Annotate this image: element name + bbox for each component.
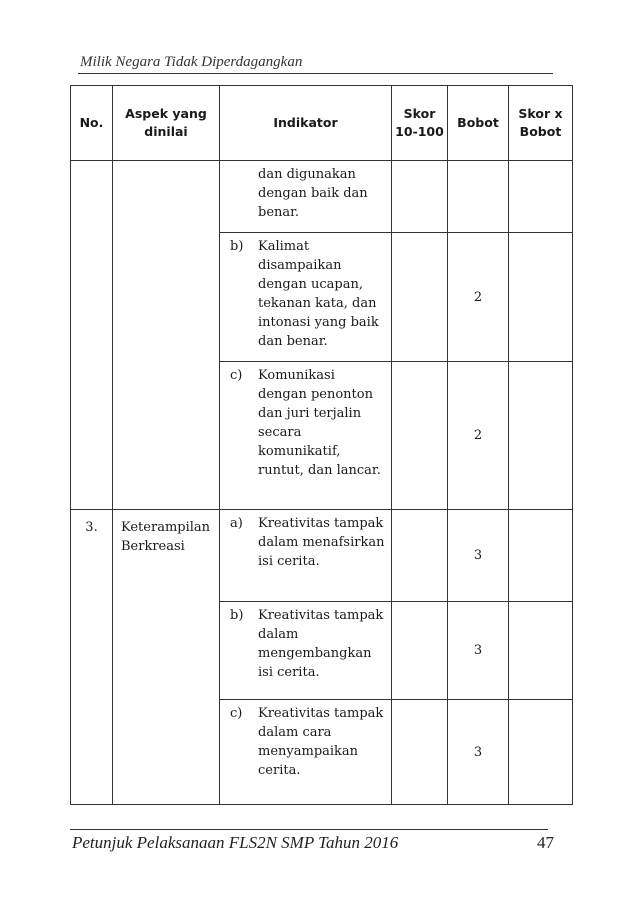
cell-skor-x-bobot [509, 233, 573, 362]
assessment-rubric-table [70, 85, 573, 805]
indikator-letter: c) [230, 706, 243, 721]
cell-indikator [220, 602, 392, 700]
running-footer: Petunjuk Pelaksanaan FLS2N SMP Tahun 2016 [72, 833, 399, 852]
indikator-text: Kalimat disampaikan dengan ucapan, tekanan kata, dan intonasi yang baik dan benar. [258, 239, 379, 349]
cell-bobot: 2 [448, 233, 509, 362]
cell-bobot: 3 [448, 602, 509, 700]
cell-skor [392, 510, 448, 602]
cell-bobot [448, 161, 509, 233]
cell-skor [392, 233, 448, 362]
cell-skor-x-bobot [509, 700, 573, 805]
cell-skor-x-bobot [509, 362, 573, 510]
column-header-skor-x-bobot: Skor x Bobot [509, 86, 573, 161]
indikator-letter: b) [230, 239, 244, 254]
indikator-letter: a) [230, 516, 243, 531]
cell-skor [392, 161, 448, 233]
cell-skor [392, 700, 448, 805]
header-rule [78, 73, 553, 74]
cell-indikator [220, 700, 392, 805]
cell-bobot: 3 [448, 700, 509, 805]
running-header: Milik Negara Tidak Diperdagangkan [80, 54, 303, 70]
cell-skor-x-bobot [509, 161, 573, 233]
cell-bobot: 3 [448, 510, 509, 602]
column-header-bobot: Bobot [448, 86, 509, 161]
indikator-text: dan digunakan dengan baik dan benar. [258, 167, 368, 220]
cell-aspek: Keterampilan Berkreasi [113, 510, 220, 805]
column-header-aspek: Aspek yang dinilai [113, 86, 220, 161]
column-header-skor: Skor 10-100 [392, 86, 448, 161]
table-row [71, 510, 573, 602]
cell-indikator [220, 233, 392, 362]
cell-indikator [220, 362, 392, 510]
column-header-indikator: Indikator [220, 86, 392, 161]
indikator-text: Kreativitas tampak dalam menafsirkan isi cerita. [258, 516, 385, 569]
footer-rule [70, 829, 548, 830]
cell-skor-x-bobot [509, 510, 573, 602]
table-row [71, 161, 573, 233]
indikator-text: Kreativitas tampak dalam mengembangkan isi cerita. [258, 608, 384, 680]
table-header-row [71, 86, 573, 161]
cell-indikator [220, 161, 392, 233]
column-header-no: No. [71, 86, 113, 161]
cell-aspek [113, 161, 220, 510]
cell-no: 3. [71, 510, 113, 805]
cell-skor [392, 362, 448, 510]
indikator-text: Kreativitas tampak dalam cara menyampaikan cerita. [258, 706, 384, 778]
indikator-letter: c) [230, 368, 243, 383]
cell-no [71, 161, 113, 510]
cell-skor-x-bobot [509, 602, 573, 700]
page-number: 47 [537, 833, 554, 852]
cell-bobot: 2 [448, 362, 509, 510]
cell-skor [392, 602, 448, 700]
indikator-letter: b) [230, 608, 244, 623]
cell-indikator [220, 510, 392, 602]
indikator-text: Komunikasi dengan penonton dan juri terjalin secara komunikatif, runtut, dan lancar. [258, 368, 381, 478]
